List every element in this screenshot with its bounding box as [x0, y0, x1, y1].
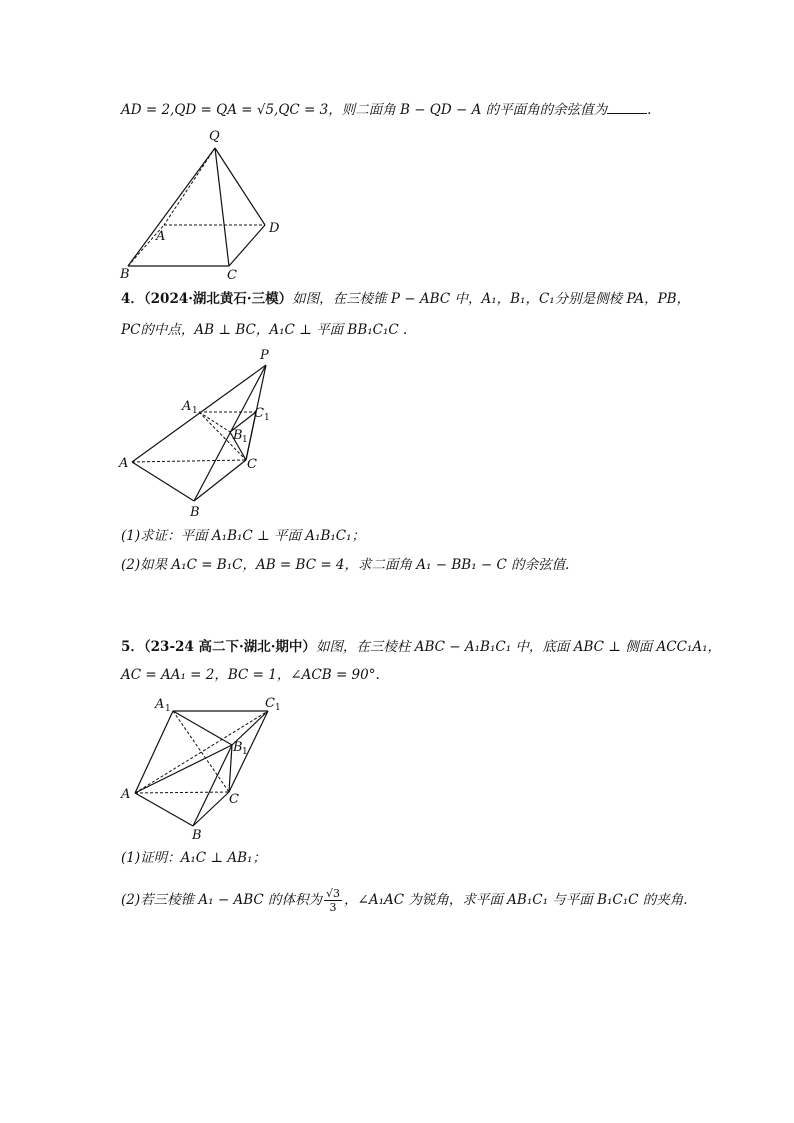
problem5-stem-line1: [121, 638, 721, 656]
label-p: P: [260, 348, 269, 363]
label-a: A: [156, 229, 166, 244]
svg-text:1: 1: [192, 406, 198, 416]
label-c: C: [227, 268, 237, 283]
label-a1: A: [155, 697, 165, 712]
svg-text:1: 1: [242, 747, 248, 757]
problem3-end: .: [647, 102, 652, 118]
problem5-stem-line2: [121, 666, 380, 684]
label-c1: C: [254, 406, 264, 421]
problem5-question2: (2)若三棱锥 A₁ − ABC 的体积为 $\frac{√3}{3}$ ，∠A₁AC 为锐角，求平面 AB₁C₁ 与平面 B₁C₁C 的夹角.: [121, 887, 688, 914]
label-b: B: [192, 828, 202, 843]
problem4-source: （2024·湖北黄石·三模）: [143, 291, 293, 307]
problem4-number: 4．: [121, 291, 144, 307]
figure-pyramid-q-abcd: [115, 124, 315, 284]
label-b1: B: [233, 428, 243, 443]
svg-text:1: 1: [242, 435, 248, 445]
problem3-condition: [121, 101, 651, 119]
label-d: D: [269, 221, 280, 236]
label-b1: B: [233, 740, 243, 755]
label-c: C: [229, 792, 239, 807]
label-c: C: [247, 457, 257, 472]
problem5-question1: (1)证明：A₁C ⊥ AB₁；: [121, 850, 266, 866]
problem4-line1: 如图，在三棱锥 P − ABC 中，A₁，B₁，C₁分别是侧棱 PA，PB，: [292, 291, 691, 307]
problem5-line2: AC = AA₁ = 2，BC = 1，∠ACB = 90°.: [121, 667, 380, 683]
svg-text:1: 1: [264, 413, 270, 423]
volume-fraction: $\frac{√3}{3}$: [326, 887, 341, 914]
figure-prism-abc-a1b1c1: [115, 693, 295, 843]
problem3-text: AD = 2,QD = QA = √5,QC = 3，则二面角 B − QD − A 的平面角的余弦值为: [121, 102, 608, 118]
problem5-source: （23-24 高二下·湖北·期中）: [143, 639, 316, 655]
label-q: Q: [209, 129, 220, 144]
label-a: A: [119, 456, 129, 471]
problem4-stem-line1: [121, 290, 690, 308]
label-b: B: [120, 267, 130, 282]
problem4-stem-line2: [121, 321, 407, 339]
problem4-question1: (1)求证：平面 A₁B₁C ⊥ 平面 A₁B₁C₁；: [121, 528, 366, 544]
svg-text:1: 1: [165, 704, 171, 714]
problem4-line2: PC的中点，AB ⊥ BC，A₁C ⊥ 平面 BB₁C₁C .: [121, 322, 408, 338]
svg-text:1: 1: [275, 703, 281, 713]
label-c1: C: [265, 696, 275, 711]
problem4-question2: (2)如果 A₁C = B₁C，AB = BC = 4，求二面角 A₁ − BB₁ − C 的余弦值.: [121, 557, 570, 573]
problem5-line1: 如图，在三棱柱 ABC − A₁B₁C₁ 中，底面 ABC ⊥ 侧面 ACC₁A₁，: [315, 639, 721, 655]
problem5-number: 5．: [121, 639, 144, 655]
label-a: A: [121, 787, 131, 802]
label-b: B: [190, 505, 200, 520]
answer-blank: [607, 101, 647, 114]
figure-pyramid-p-abc: [115, 345, 295, 520]
label-a1: A: [182, 399, 192, 414]
